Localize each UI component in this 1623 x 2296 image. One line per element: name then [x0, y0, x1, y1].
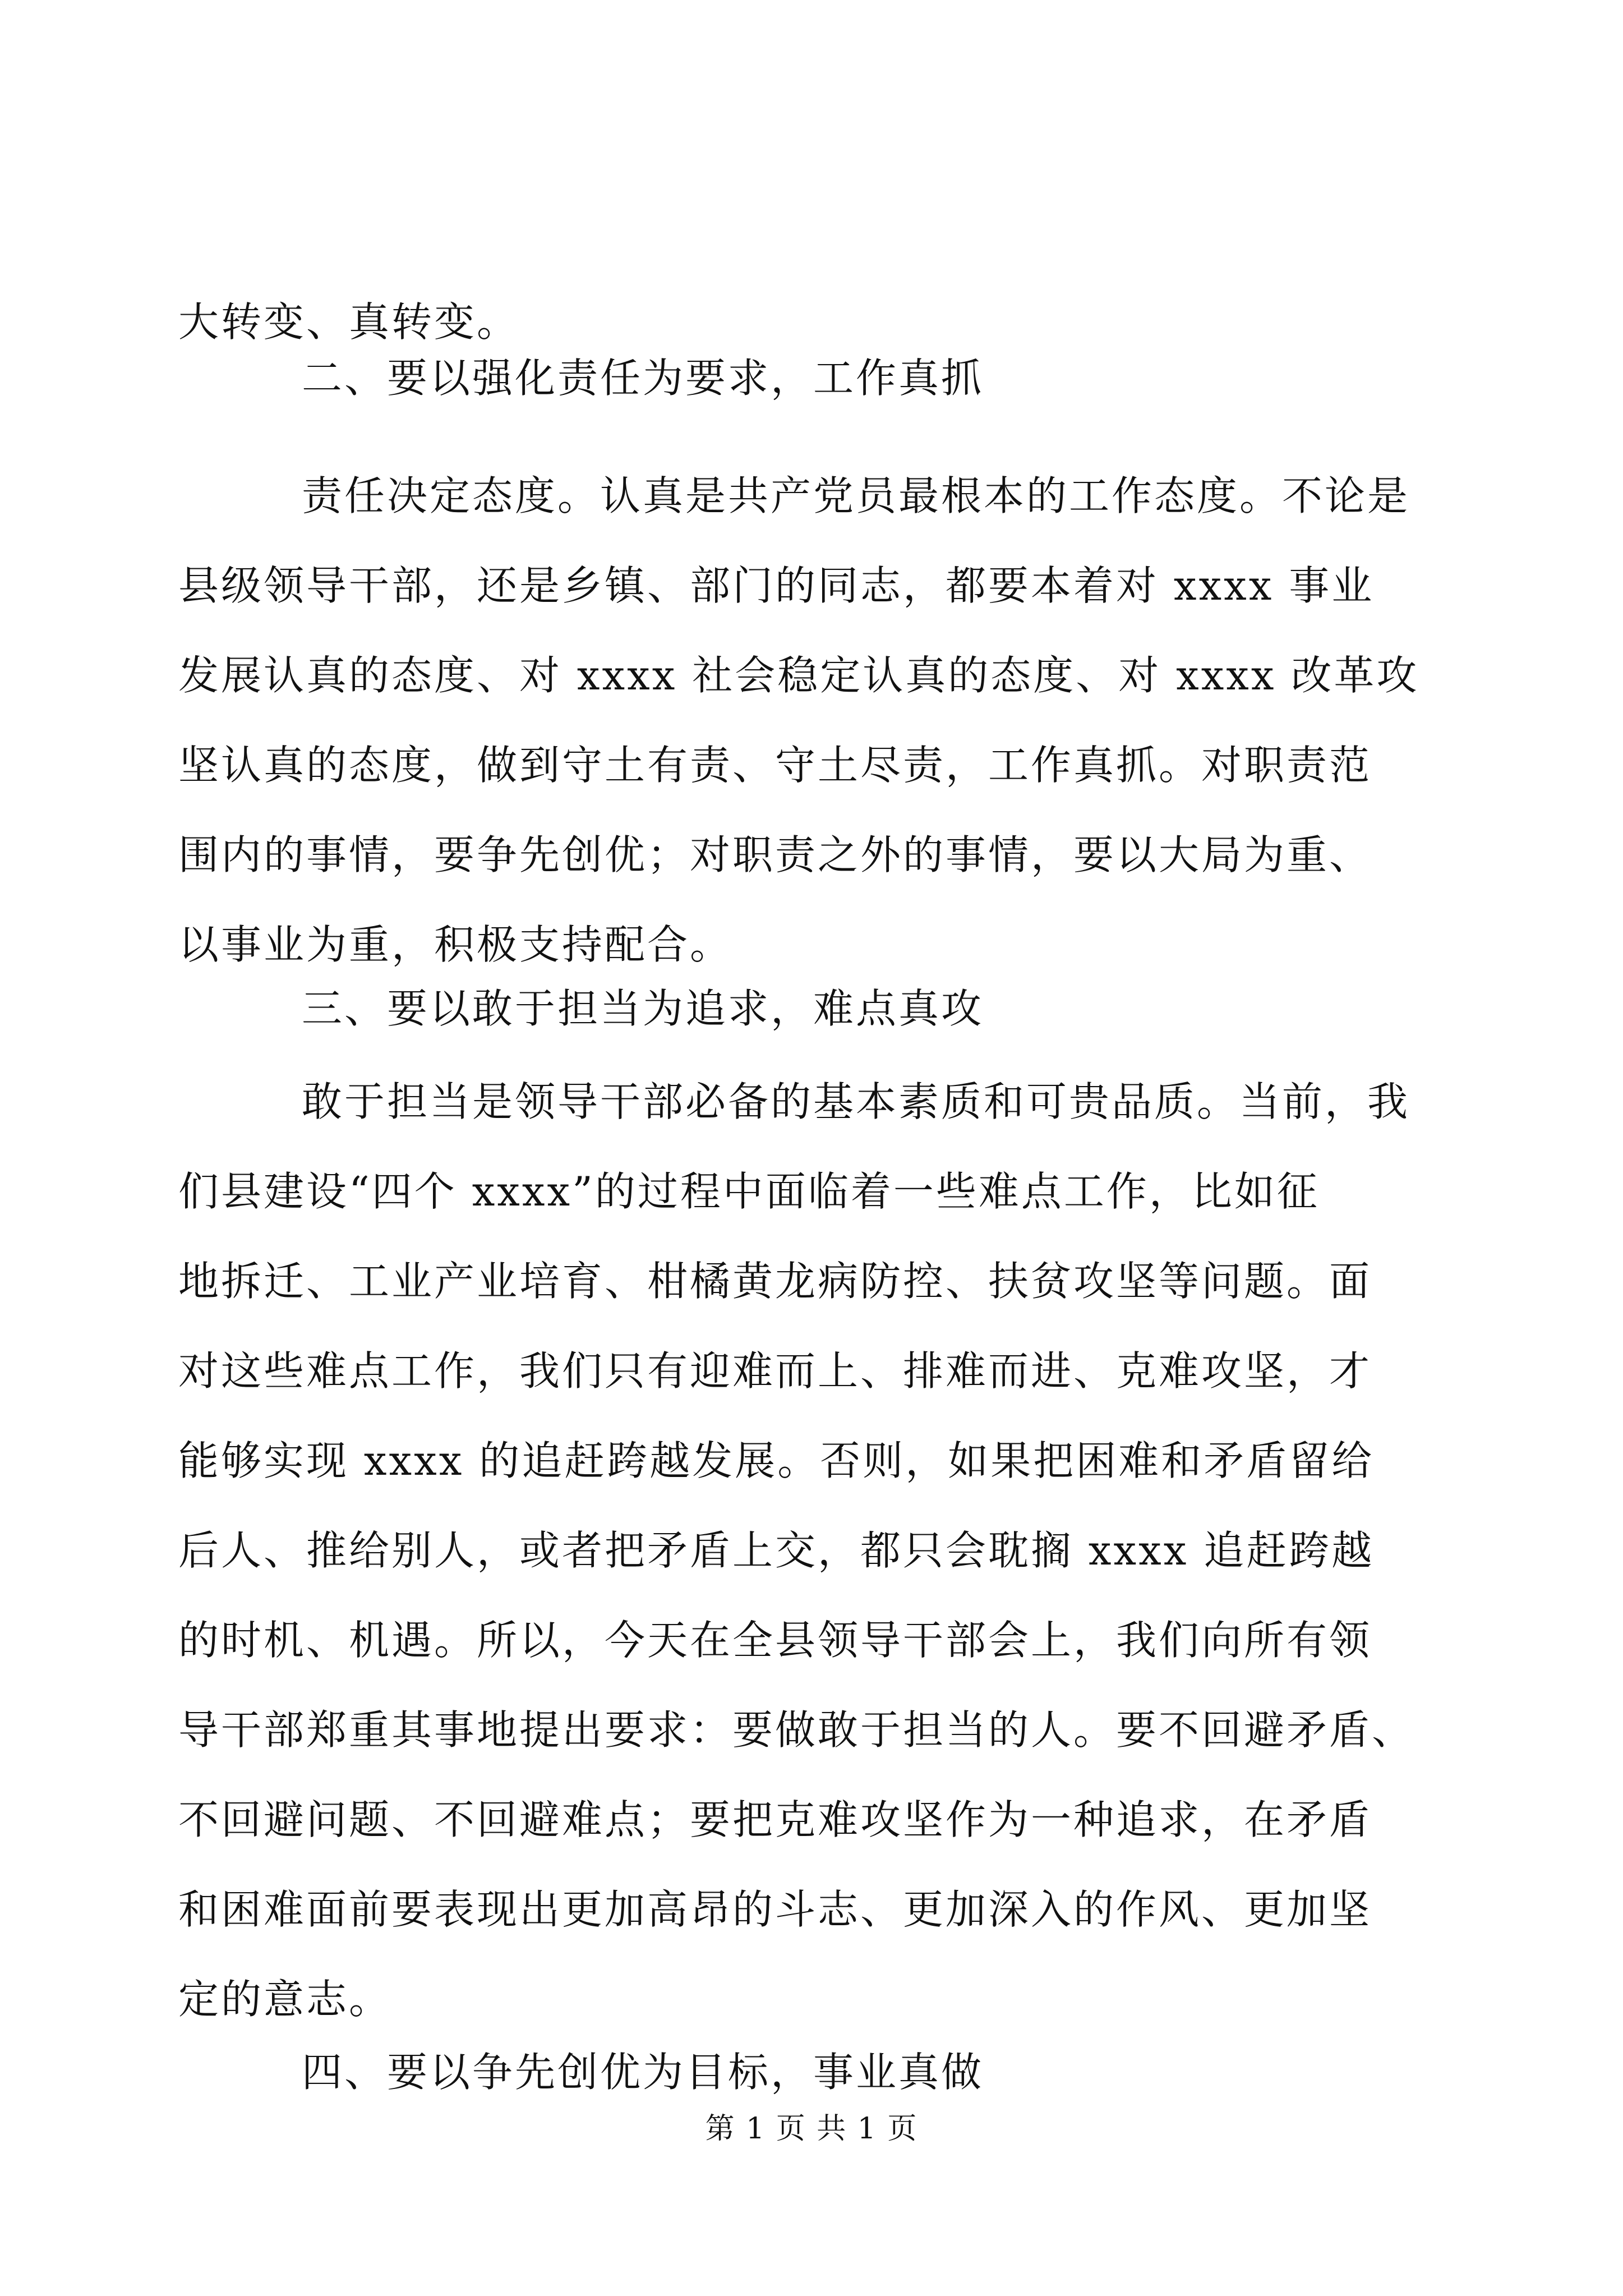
page-footer: 第 1 页 共 1 页 [705, 2112, 918, 2146]
text-line: 发展认真的态度、对 xxxx 社会稳定认真的态度、对 xxxx 改革攻 [178, 652, 1419, 699]
paragraph-first-line: 敢于担当是领导干部必备的基本素质和可贵品质。当前，我 [302, 1078, 1410, 1125]
text-line: 后人、推给别人，或者把矛盾上交，都只会耽搁 xxxx 追赶跨越 [178, 1527, 1375, 1574]
paragraph-first-line: 责任决定态度。认真是共产党员最根本的工作态度。不论是 [302, 472, 1410, 519]
section-heading: 三、要以敢于担当为追求，难点真攻 [302, 985, 984, 1032]
text-line: 导干部郑重其事地提出要求：要做敢于担当的人。要不回避矛盾、 [178, 1706, 1415, 1754]
section-heading: 二、要以强化责任为要求，工作真抓 [302, 355, 984, 402]
text-line: 不回避问题、不回避难点；要把克难攻坚作为一种追求，在矛盾 [178, 1796, 1372, 1843]
text-line: 大转变、真转变。 [178, 298, 520, 346]
text-line: 的时机、机遇。所以，今天在全县领导干部会上，我们向所有领 [178, 1617, 1372, 1664]
text-line: 能够实现 xxxx 的追赶跨越发展。否则，如果把困难和矛盾留给 [178, 1437, 1375, 1484]
text-line: 县级领导干部，还是乡镇、部门的同志，都要本着对 xxxx 事业 [178, 562, 1375, 609]
text-line: 们县建设“四个 xxxx”的过程中面临着一些难点工作，比如征 [178, 1168, 1320, 1215]
text-line: 坚认真的态度，做到守土有责、守土尽责，工作真抓。对职责范 [178, 742, 1372, 789]
text-line: 以事业为重，积极支持配合。 [178, 921, 733, 968]
section-heading: 四、要以争先创优为目标，事业真做 [302, 2049, 984, 2096]
text-line: 围内的事情，要争先创优；对职责之外的事情，要以大局为重、 [178, 831, 1372, 878]
text-line: 地拆迁、工业产业培育、柑橘黄龙病防控、扶贫攻坚等问题。面 [178, 1258, 1372, 1305]
text-line: 和困难面前要表现出更加高昂的斗志、更加深入的作风、更加坚 [178, 1886, 1372, 1933]
text-line: 定的意志。 [178, 1976, 392, 2023]
text-line: 对这些难点工作，我们只有迎难而上、排难而进、克难攻坚，才 [178, 1347, 1372, 1395]
